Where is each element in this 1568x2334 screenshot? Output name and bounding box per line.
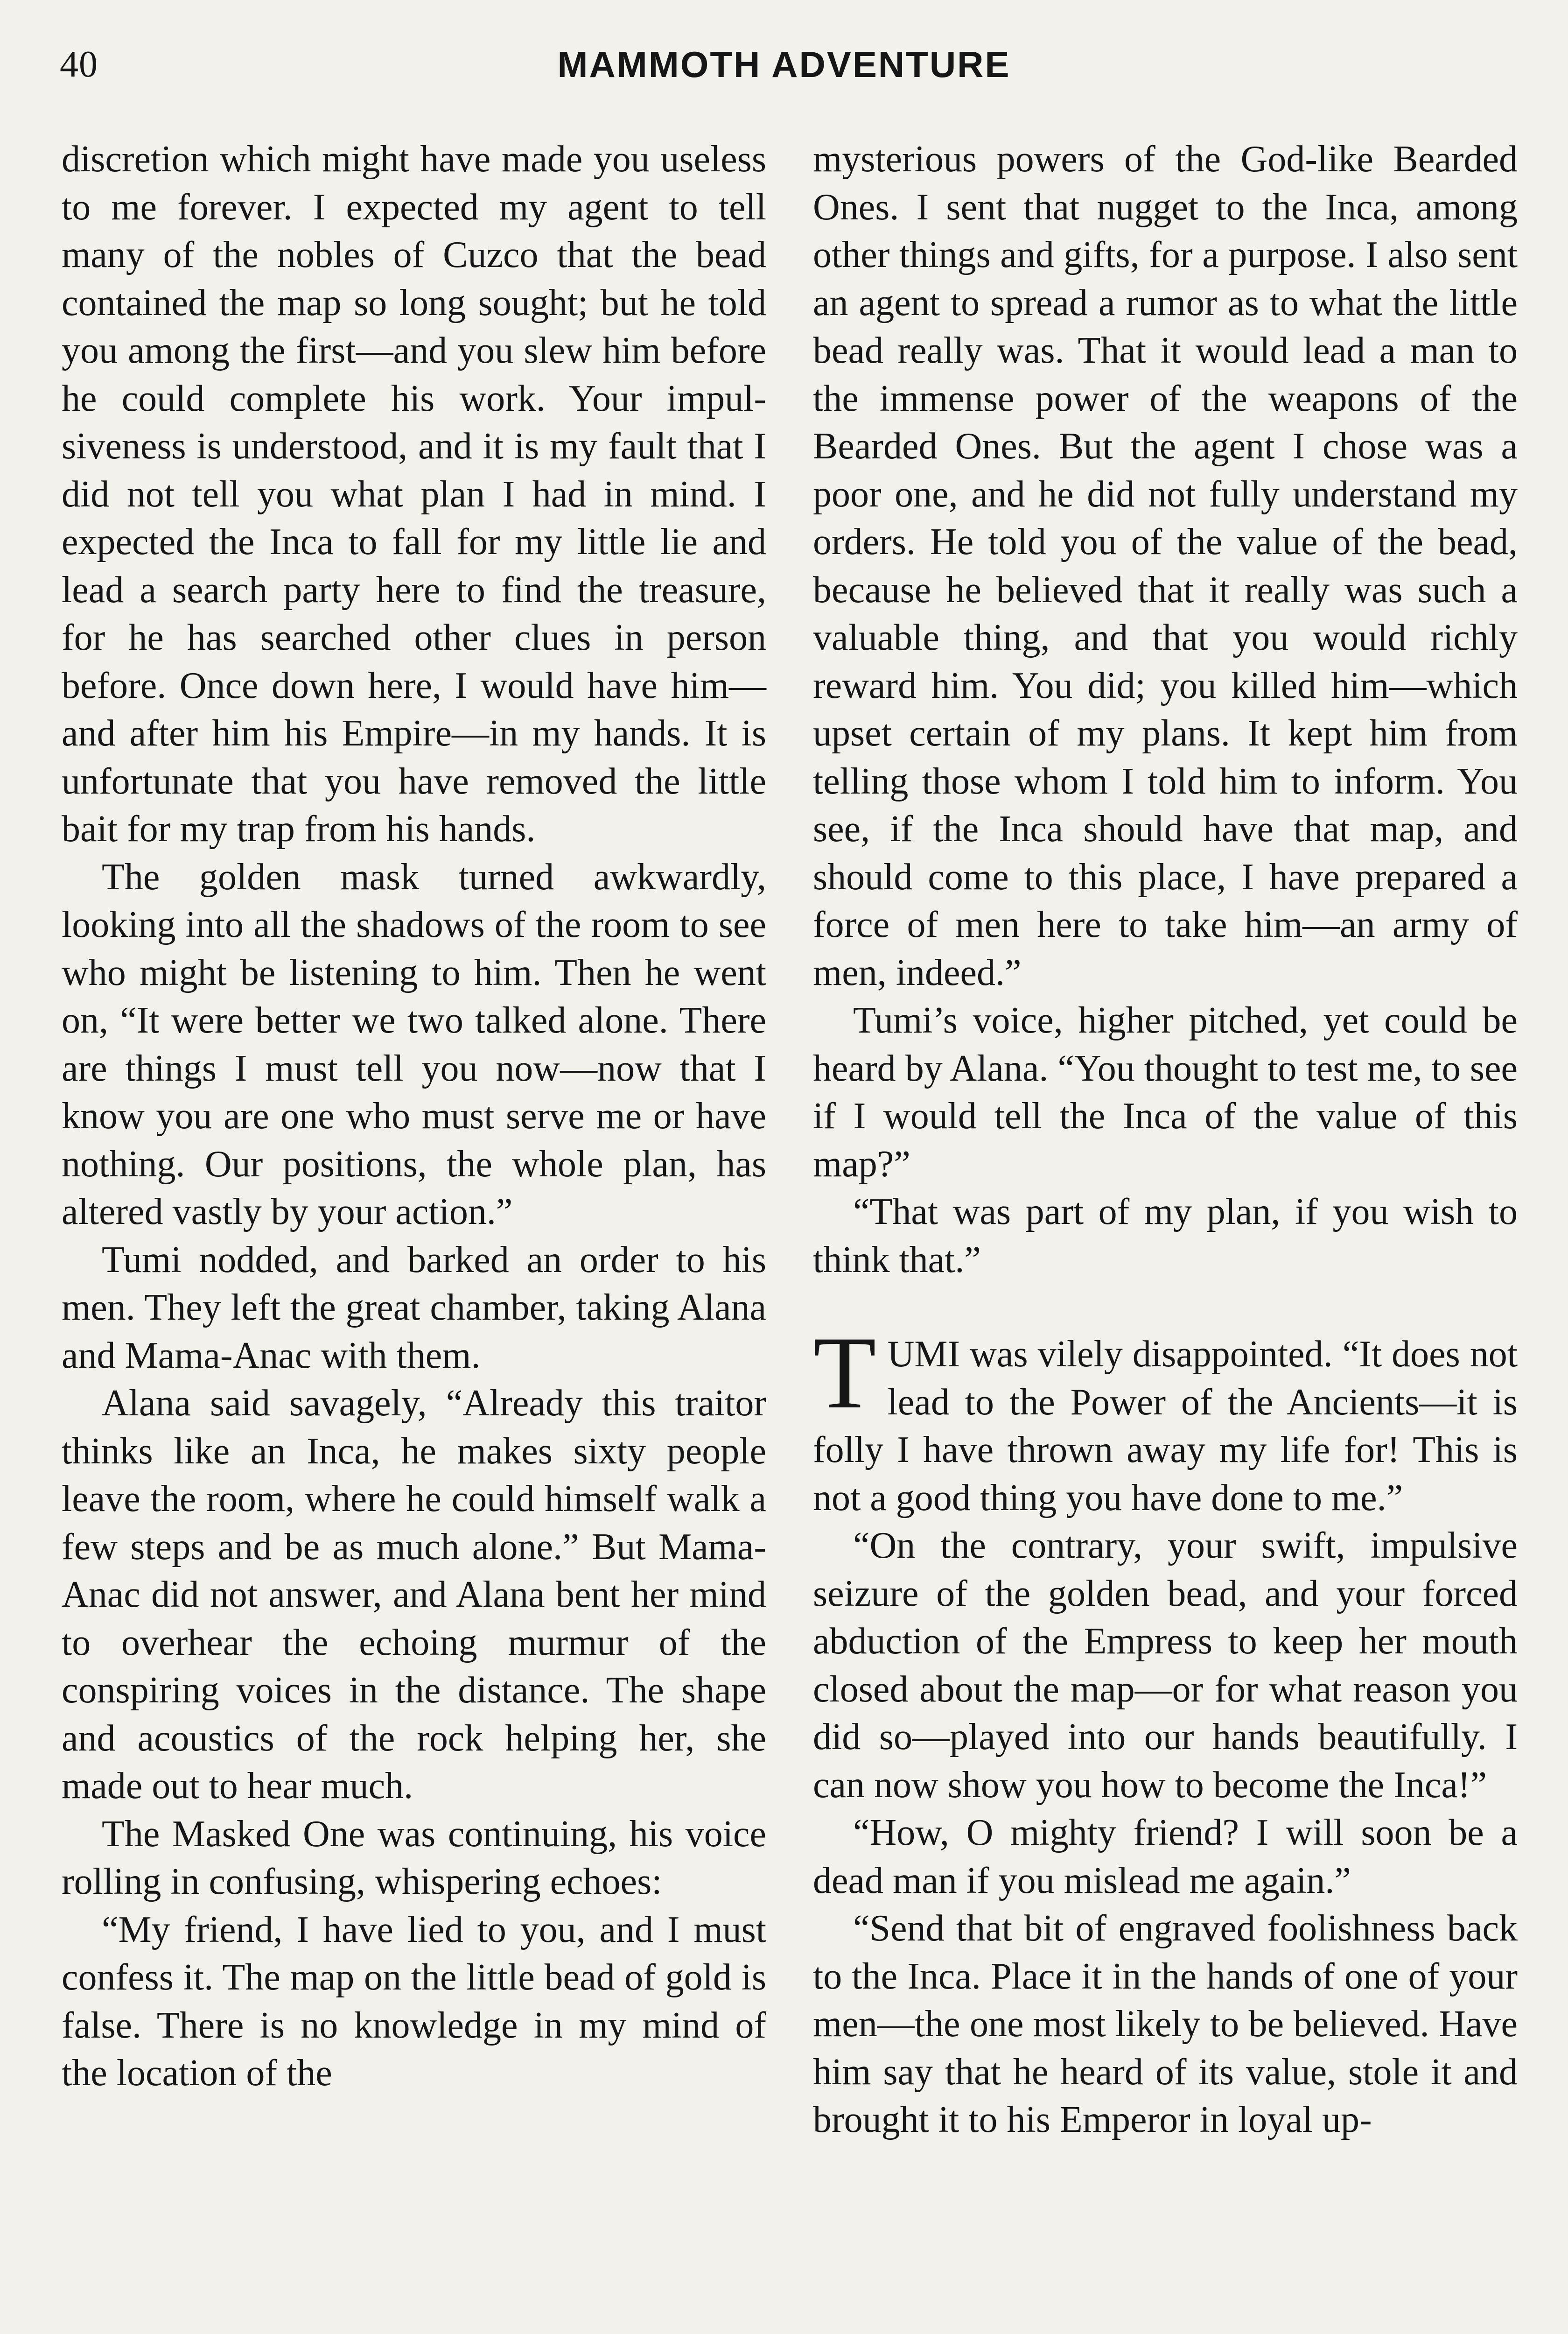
section-opening-text: UMI was vilely disappointed. “It does not lead to the Power of the Ancients—it is folly I have thrown away my life for! This is not a good thing you have done to me.” bbox=[813, 1334, 1518, 1519]
paragraph: Tumi nodded, and barked an order to his men. They left the great chamber, taking Alana and Mama-Anac with them. bbox=[62, 1239, 766, 1376]
paragraph: “How, O mighty friend? I will soon be a dead man if you mislead me again.” bbox=[813, 1812, 1518, 1901]
left-column bbox=[62, 135, 766, 2097]
paragraph: Alana said savagely, “Already this traitor thinks like an Inca, he makes sixty people leave the room, where he could himself walk a few steps and be as much alone.” But Mama-Anac did not answer, and Alana bent her mind to overhear the echoing murmur of the conspiring voices in the distance. The shape and acoustics of the rock helping her, she made out to hear much. bbox=[62, 1383, 766, 1807]
drop-cap: T bbox=[813, 1315, 876, 1430]
section-opening-paragraph bbox=[813, 1315, 1518, 1522]
paragraph: “That was part of my plan, if you wish to think that.” bbox=[813, 1191, 1518, 1280]
paragraph: discretion which might have made you useless to me forever. I expected my agent to tell many of the nobles of Cuzco that the bead contained the map so long sought; but he told you among the first—and you slew him before he could complete his work. Your impulsiveness is understood, and it is my fault that I did not tell you what plan I had in mind. I expected the Inca to fall for my little lie and lead a search party here to find the treasure, for he has searched other clues in person before. Once down here, I would have him—and after him his Empire—in my hands. It is unfortunate that you have removed the little bait for my trap from his hands. bbox=[62, 139, 766, 850]
page-number: 40 bbox=[60, 44, 98, 85]
running-head: MAMMOTH ADVENTURE bbox=[557, 44, 1011, 85]
paragraph: “Send that bit of engraved foolishness back to the Inca. Place it in the hands of one of your men—the one most likely to be believed. Have him say that he heard of its value, stole it and brought it to his Emperor in loyal up- bbox=[813, 1908, 1518, 2140]
paragraph: Tumi’s voice, higher pitched, yet could be heard by Alana. “You thought to test me, to see if I would tell the Inca of the value of this map?” bbox=[813, 1000, 1518, 1185]
paragraph: The Masked One was continuing, his voice rolling in confusing, whispering echoes: bbox=[62, 1813, 766, 1902]
paragraph: The golden mask turned awkwardly, looking into all the shadows of the room to see who might be listening to him. Then he went on, “It were better we two talked alone. There are things I must tell you now—now that I know you are one who must serve me or have nothing. Our positions, the whole plan, has altered vastly by your action.” bbox=[62, 856, 766, 1232]
paragraph: “My friend, I have lied to you, and I must confess it. The map on the little bead of gold is false. There is no knowledge in my mind of the location of the bbox=[62, 1909, 766, 2094]
paragraph: mysterious powers of the God-like Bearded Ones. I sent that nugget to the Inca, among other things and gifts, for a purpose. I also sent an agent to spread a rumor as to what the little bead really was. That it would lead a man to the immense power of the weapons of the Bearded Ones. But the agent I chose was a poor one, and he did not fully understand my orders. He told you of the value of the bead, because he believed that it really was such a valuable thing, and that you would richly reward him. You did; you killed him—which upset certain of my plans. It kept him from telling those whom I told him to inform. You see, if the Inca should have that map, and should come to this place, I have prepared a force of men here to take him—an army of men, indeed.” bbox=[813, 139, 1518, 993]
paragraph: “On the contrary, your swift, impulsive seizure of the golden bead, and your forced abduction of the Empress to keep her mouth closed about the map—or for what reason you did so—played into our hands beautifully. I can now show you how to become the Inca!” bbox=[813, 1525, 1518, 1806]
right-column bbox=[813, 135, 1518, 2144]
